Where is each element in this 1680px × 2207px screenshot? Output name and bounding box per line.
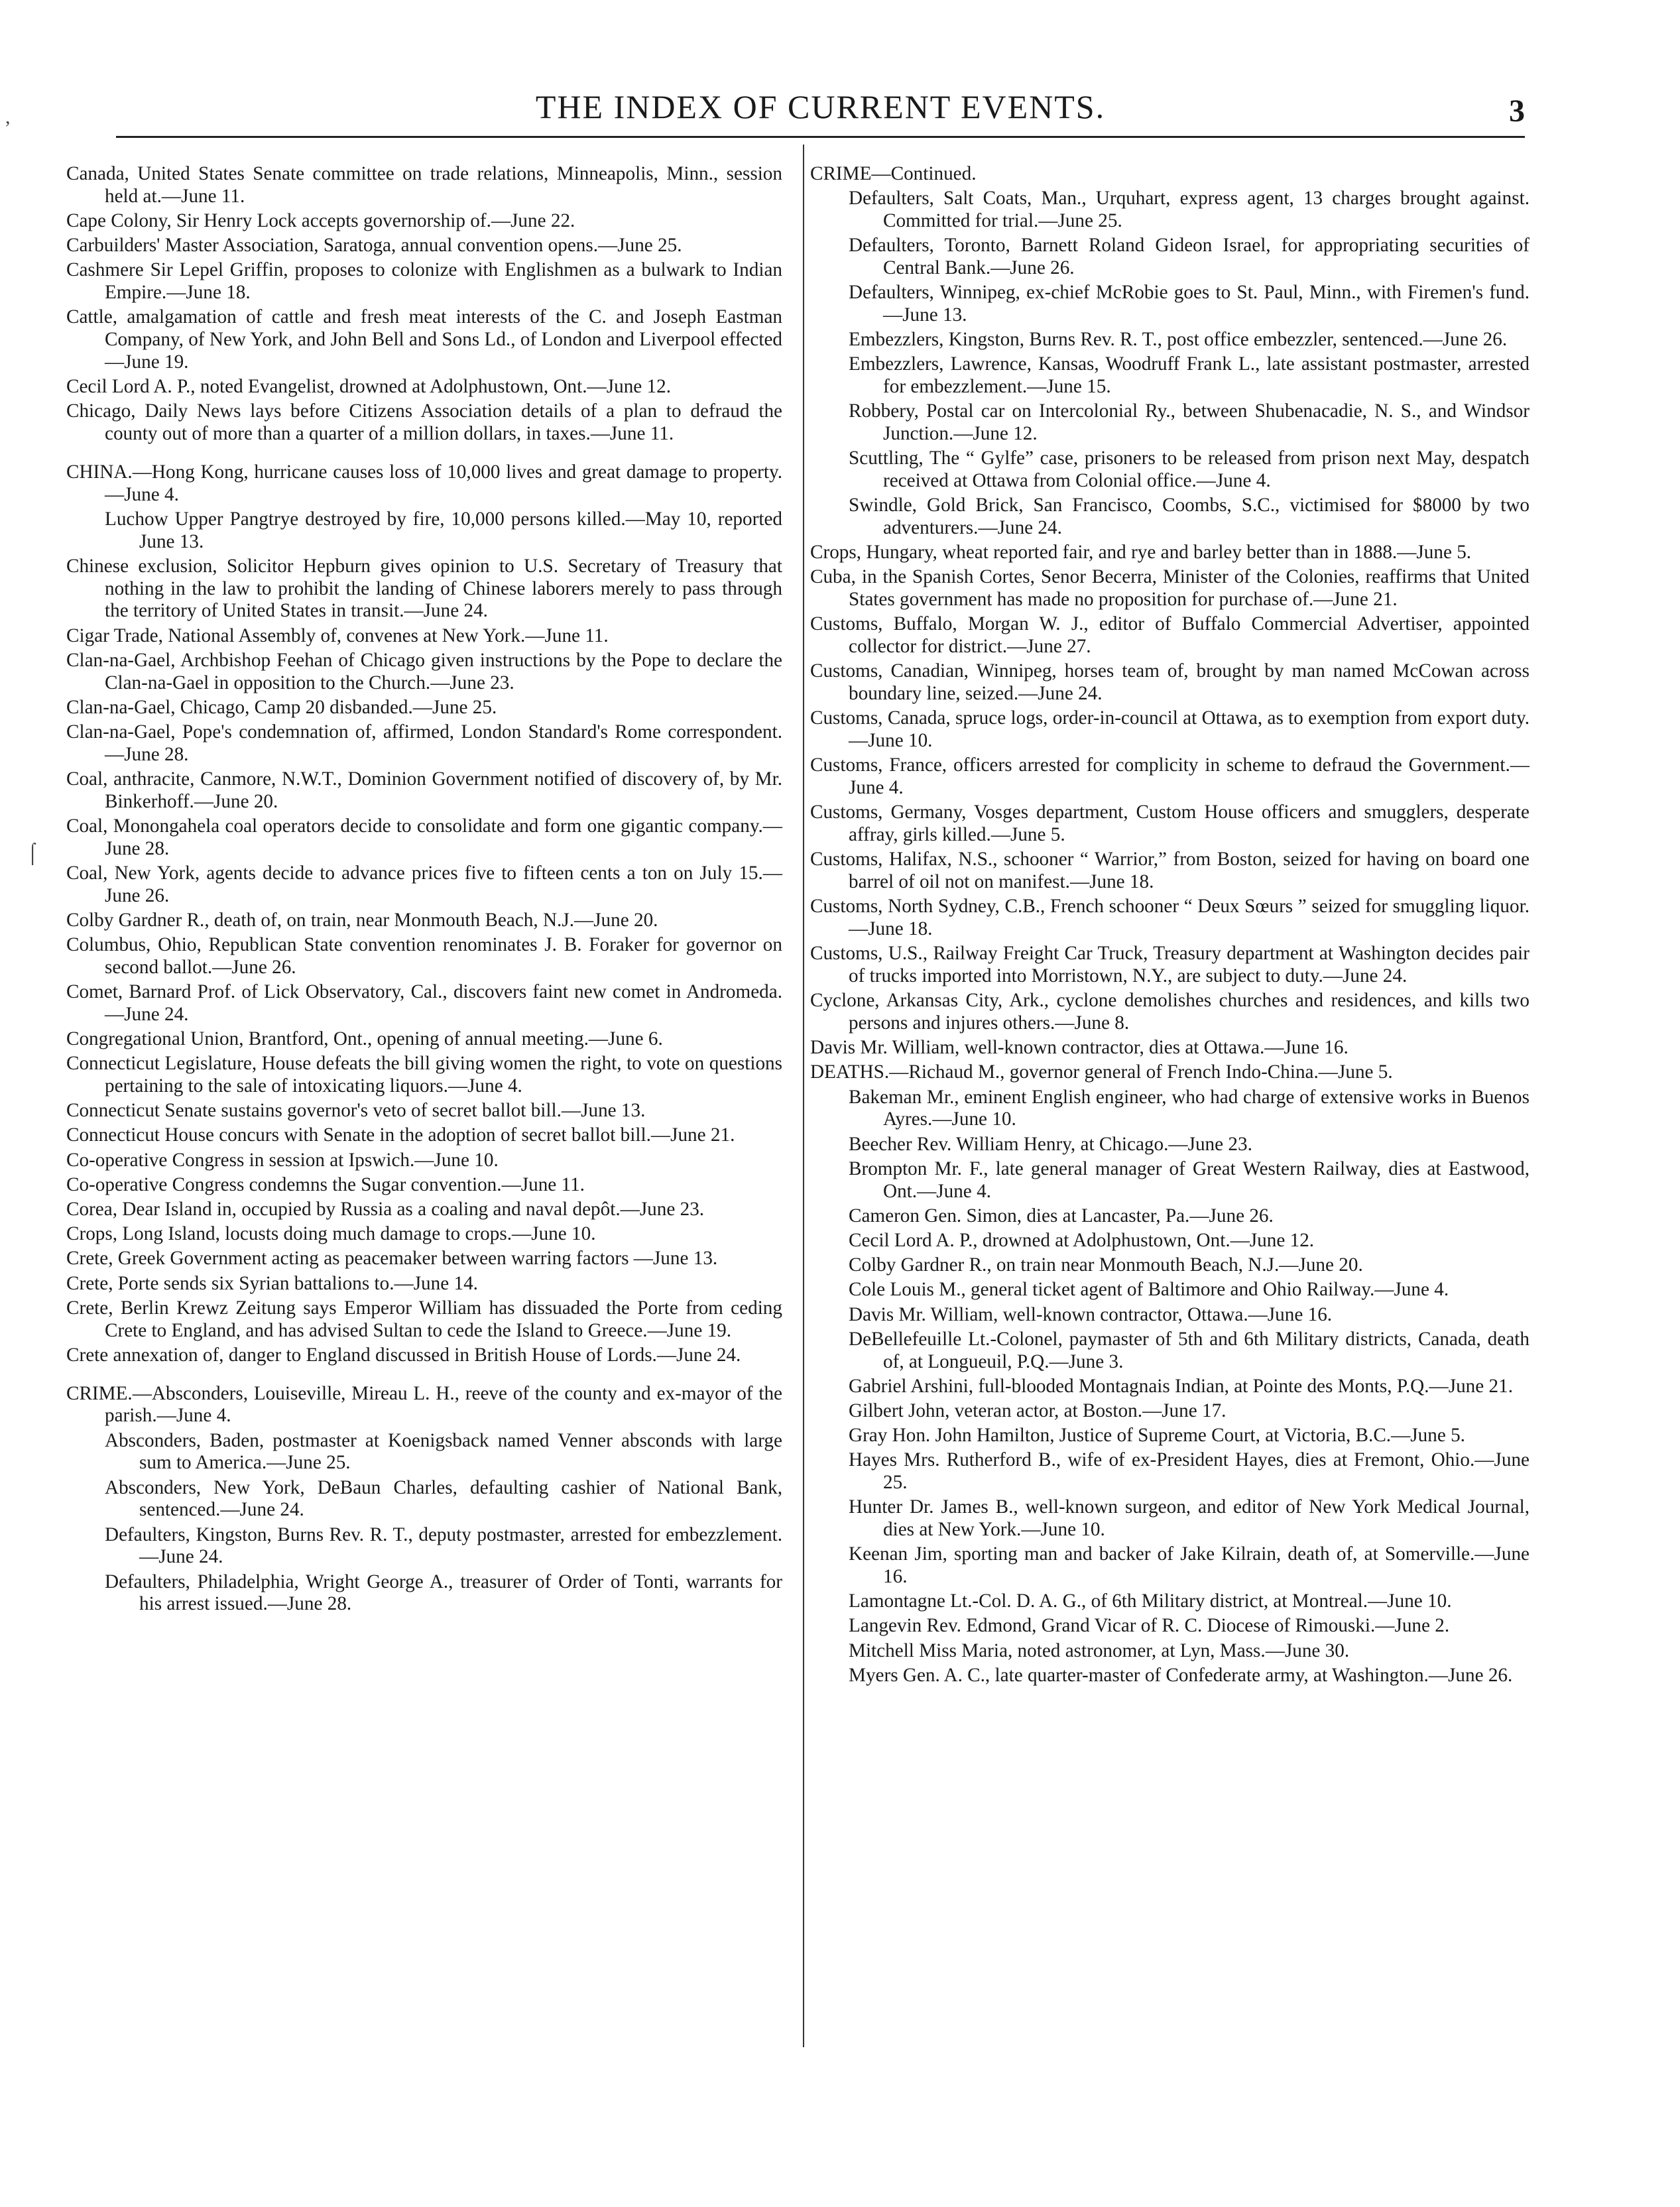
index-entry: Colby Gardner R., death of, on train, near Monmouth Beach, N.J.—June 20. — [66, 909, 658, 931]
index-entry: Corea, Dear Island in, occupied by Russia as a coaling and naval depôt.—June 23. — [66, 1199, 705, 1221]
index-entry: DEATHS.—Richaud M., governor general of French Indo-China.—June 5. — [810, 1061, 1393, 1083]
column-divider — [803, 145, 804, 2047]
index-subentry: Cecil Lord A. P., drowned at Adolphustown, Ont.—June 12. — [849, 1230, 1315, 1252]
index-subentry: Absconders, New York, DeBaun Charles, defaulting cashier of National Bank, sentenced.—June 24. — [105, 1476, 782, 1521]
header-rule — [116, 136, 1525, 138]
page-title: THE INDEX OF CURRENT EVENTS. — [535, 88, 1106, 125]
index-entry: Clan-na-Gael, Archbishop Feehan of Chicago given instructions by the Pope to declare the Clan-na-Gael in opposition to the Church.—June 23. — [66, 649, 782, 693]
index-entry: Davis Mr. William, well-known contractor, dies at Ottawa.—June 16. — [810, 1037, 1349, 1059]
index-entry: Customs, Canadian, Winnipeg, horses team of, brought by man named McCowan across boundary line, seized.—June 24. — [810, 660, 1530, 705]
index-entry: Connecticut Legislature, House defeats the bill giving women the right, to vote on questions pertaining to the sale of intoxicating liquors.—June 4. — [66, 1053, 782, 1097]
index-entry: Coal, Monongahela coal operators decide to consolidate and form one gigantic company.—June 28. — [66, 815, 782, 859]
index-subentry: Gabriel Arshini, full-blooded Montagnais Indian, at Pointe des Monts, P.Q.—June 21. — [849, 1375, 1514, 1397]
index-subentry: Defaulters, Philadelphia, Wright George A., treasurer of Order of Tonti, warrants for his arrest issued.—June 28. — [105, 1571, 782, 1615]
index-subentry: Defaulters, Salt Coats, Man., Urquhart, express agent, 13 charges brought against. Committed for trial.—June 25. — [849, 188, 1530, 231]
index-entry: Co-operative Congress condemns the Sugar convention.—June 11. — [66, 1173, 585, 1195]
index-entry: Clan-na-Gael, Pope's condemnation of, affirmed, London Standard's Rome correspondent.—June 28. — [66, 721, 782, 765]
index-subentry: Gilbert John, veteran actor, at Boston.—June 17. — [849, 1400, 1227, 1421]
index-entry: Customs, U.S., Railway Freight Car Truck, Treasury department at Washington decides pair of trucks imported into Morristown, N.Y., are subject to duty.—June 24. — [810, 943, 1530, 987]
index-entry: Canada, United States Senate committee on trade relations, Minneapolis, Minn., session held at.—June 11. — [66, 163, 782, 207]
index-entry: Carbuilders' Master Association, Saratoga, annual convention opens.—June 25. — [66, 235, 682, 257]
index-entry: CRIME.—Absconders, Louiseville, Mireau L. H., reeve of the county and ex-mayor of the parish.—June 4. — [66, 1382, 782, 1427]
index-entry: Co-operative Congress in session at Ipswich.—June 10. — [66, 1149, 499, 1171]
index-entry: Cigar Trade, National Assembly of, convenes at New York.—June 11. — [66, 625, 609, 646]
index-entry: Congregational Union, Brantford, Ont., opening of annual meeting.—June 6. — [66, 1028, 663, 1050]
index-subentry: Cole Louis M., general ticket agent of Baltimore and Ohio Railway.—June 4. — [849, 1279, 1449, 1301]
index-subentry: Swindle, Gold Brick, San Francisco, Coombs, S.C., victimised for $8000 by two adventurers.—June 24. — [849, 495, 1530, 539]
index-entry: Crete, Greek Government acting as peacemaker between warring factors —June 13. — [66, 1248, 718, 1270]
index-subentry: Colby Gardner R., on train near Monmouth Beach, N.J.—June 20. — [849, 1254, 1363, 1276]
index-subentry: Langevin Rev. Edmond, Grand Vicar of R. C. Diocese of Rimouski.—June 2. — [849, 1615, 1450, 1637]
index-entry: Connecticut House concurs with Senate in the adoption of secret ballot bill.—June 21. — [66, 1124, 735, 1146]
index-entry: Crops, Long Island, locusts doing much damage to crops.—June 10. — [66, 1223, 596, 1245]
index-entry: Customs, North Sydney, C.B., French schooner “ Deux Sœurs ” seized for smuggling liquor.—June 18. — [810, 896, 1530, 940]
index-subentry: Davis Mr. William, well-known contractor, Ottawa.—June 16. — [849, 1303, 1333, 1325]
index-entry: Comet, Barnard Prof. of Lick Observatory, Cal., discovers faint new comet in Andromeda.—June 24. — [66, 981, 782, 1025]
index-subentry: Embezzlers, Kingston, Burns Rev. R. T., post office embezzler, sentenced.—June 26. — [849, 329, 1508, 351]
index-entry: Coal, anthracite, Canmore, N.W.T., Dominion Government notified of discovery of, by Mr. Binkerhoff.—June 20. — [66, 768, 782, 812]
index-subentry: Keenan Jim, sporting man and backer of Jake Kilrain, death of, at Somerville.—June 16. — [849, 1543, 1530, 1588]
index-entry: Columbus, Ohio, Republican State convention renominates J. B. Foraker for governor on second ballot.—June 26. — [66, 934, 782, 978]
index-subentry: Defaulters, Winnipeg, ex-chief McRobie goes to St. Paul, Minn., with Firemen's fund.—June 13. — [849, 282, 1530, 326]
index-entry: Customs, Buffalo, Morgan W. J., editor of Buffalo Commercial Advertiser, appointed collector for district.—June 27. — [810, 613, 1530, 658]
index-subentry: Defaulters, Toronto, Barnett Roland Gideon Israel, for appropriating securities of Central Bank.—June 26. — [849, 235, 1530, 278]
index-entry: Chicago, Daily News lays before Citizens Association details of a plan to defraud the county out of more than a quarter of a million dollars, in taxes.—June 11. — [66, 400, 782, 445]
index-entry: CRIME—Continued. — [810, 163, 977, 184]
index-entry: Clan-na-Gael, Chicago, Camp 20 disbanded.—June 25. — [66, 696, 497, 718]
index-entry: Cuba, in the Spanish Cortes, Senor Becerra, Minister of the Colonies, reaffirms that United States government has made no proposition for purchase of.—June 21. — [810, 566, 1530, 611]
index-entry: Connecticut Senate sustains governor's veto of secret ballot bill.—June 13. — [66, 1100, 646, 1122]
index-subentry: Embezzlers, Lawrence, Kansas, Woodruff Frank L., late assistant postmaster, arrested for embezzlement.—June 15. — [849, 353, 1530, 398]
index-subentry: Cameron Gen. Simon, dies at Lancaster, Pa.—June 26. — [849, 1205, 1274, 1226]
index-entry: Customs, Germany, Vosges department, Custom House officers and smugglers, desperate affray, girls killed.—June 5. — [810, 802, 1530, 846]
left-column — [66, 163, 782, 1618]
index-subentry: Luchow Upper Pangtrye destroyed by fire, 10,000 persons killed.—May 10, reported June 13. — [105, 508, 782, 552]
index-subentry: DeBellefeuille Lt.-Colonel, paymaster of 5th and 6th Military districts, Canada, death of, at Longueuil, P.Q.—June 3. — [849, 1328, 1530, 1372]
index-entry: Customs, Canada, spruce logs, order-in-council at Ottawa, as to exemption from export duty.—June 10. — [810, 707, 1530, 752]
index-entry: Chinese exclusion, Solicitor Hepburn gives opinion to U.S. Secretary of Treasury that nothing in the law to prohibit the landing of Chinese laborers merely to pass through the territory of United States in transit.—June 24. — [66, 555, 782, 622]
index-entry: Cattle, amalgamation of cattle and fresh meat interests of the C. and Joseph Eastman Company, of New York, and John Bell and Sons Ld., of London and Liverpool effected —June 19. — [66, 306, 782, 373]
index-subentry: Scuttling, The “ Gylfe” case, prisoners to be released from prison next May, despatch received at Ottawa from Colonial office.—June 4. — [849, 447, 1530, 492]
index-subentry: Beecher Rev. William Henry, at Chicago.—June 23. — [849, 1133, 1252, 1155]
index-entry: Crete, Porte sends six Syrian battalions to.—June 14. — [66, 1272, 478, 1294]
index-entry: Cashmere Sir Lepel Griffin, proposes to colonize with Englishmen as a bulwark to Indian Empire.—June 18. — [66, 259, 782, 304]
index-entry: Coal, New York, agents decide to advance prices five to fifteen cents a ton on July 15.—June 26. — [66, 862, 782, 906]
index-subentry: Gray Hon. John Hamilton, Justice of Supreme Court, at Victoria, B.C.—June 5. — [849, 1425, 1465, 1447]
index-entry: Cyclone, Arkansas City, Ark., cyclone demolishes churches and residences, and kills two persons and injures others.—June 8. — [810, 990, 1530, 1034]
index-entry: Crops, Hungary, wheat reported fair, and rye and barley better than in 1888.—June 5. — [810, 542, 1472, 564]
margin-mark: ⌠ — [27, 842, 39, 864]
index-subentry: Absconders, Baden, postmaster at Koenigsback named Venner absconds with large sum to America.—June 25. — [105, 1429, 782, 1474]
right-column — [810, 163, 1530, 1689]
index-subentry: Bakeman Mr., eminent English engineer, who had charge of extensive works in Buenos Ayres.—June 10. — [849, 1086, 1530, 1130]
page-number: 3 — [1509, 93, 1525, 129]
index-subentry: Brompton Mr. F., late general manager of Great Western Railway, dies at Eastwood, Ont.—June 4. — [849, 1158, 1530, 1202]
index-entry: Crete, Berlin Krewz Zeitung says Emperor William has dissuaded the Porte from ceding Crete to England, and has advised Sultan to cede the Island to Greece.—June 19. — [66, 1297, 782, 1341]
index-subentry: Hayes Mrs. Rutherford B., wife of ex-President Hayes, dies at Fremont, Ohio.—June 25. — [849, 1449, 1530, 1494]
index-entry: Customs, Halifax, N.S., schooner “ Warrior,” from Boston, seized for having on board one barrel of oil not on manifest.—June 18. — [810, 849, 1530, 893]
page-header — [116, 88, 1525, 141]
index-entry: Cape Colony, Sir Henry Lock accepts governorship of.—June 22. — [66, 209, 575, 231]
index-entry: Crete annexation of, danger to England discussed in British House of Lords.—June 24. — [66, 1344, 741, 1366]
index-subentry: Robbery, Postal car on Intercolonial Ry., between Shubenacadie, N. S., and Windsor Junction.—June 12. — [849, 400, 1530, 445]
index-subentry: Myers Gen. A. C., late quarter-master of Confederate army, at Washington.—June 26. — [849, 1664, 1513, 1686]
index-subentry: Lamontagne Lt.-Col. D. A. G., of 6th Military district, at Montreal.—June 10. — [849, 1590, 1452, 1612]
index-subentry: Defaulters, Kingston, Burns Rev. R. T., deputy postmaster, arrested for embezzlement.—June 24. — [105, 1523, 782, 1568]
index-subentry: Mitchell Miss Maria, noted astronomer, at Lyn, Mass.—June 30. — [849, 1640, 1350, 1661]
index-entry: Customs, France, officers arrested for complicity in scheme to defraud the Government.—June 4. — [810, 754, 1530, 799]
index-subentry: Hunter Dr. James B., well-known surgeon, and editor of New York Medical Journal, dies at New York.—June 10. — [849, 1496, 1530, 1541]
index-entry: CHINA.—Hong Kong, hurricane causes loss of 10,000 lives and great damage to property.—June 4. — [66, 461, 782, 505]
margin-mark: , — [5, 106, 11, 128]
index-entry: Cecil Lord A. P., noted Evangelist, drowned at Adolphustown, Ont.—June 12. — [66, 376, 672, 398]
